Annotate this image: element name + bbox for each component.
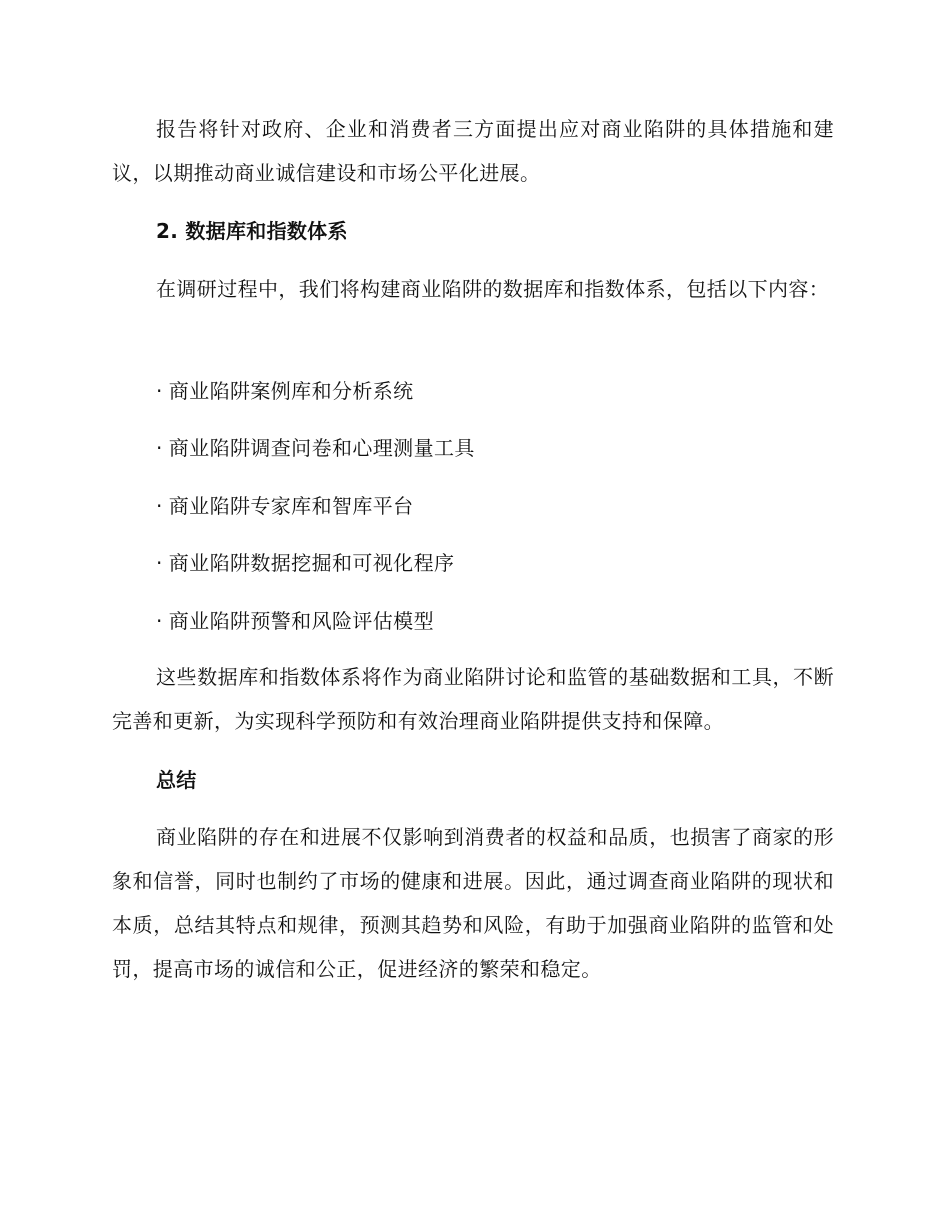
bullet-dot: · <box>156 436 163 460</box>
bullet-dot: · <box>156 494 163 518</box>
bullet-dot: · <box>156 379 163 403</box>
list-item-text: 商业陷阱数据挖掘和可视化程序 <box>168 551 455 575</box>
list-item-text: 商业陷阱预警和风险评估模型 <box>168 609 434 633</box>
bullet-dot: · <box>156 609 163 633</box>
paragraph-database-intro: 在调研过程中，我们将构建商业陷阱的数据库和指数体系，包括以下内容： <box>156 277 830 301</box>
bullet-dot: · <box>156 551 163 575</box>
paragraph-summary: 商业陷阱的存在和进展不仅影响到消费者的权益和品质，也损害了商家的形象和信誉，同时也制约了市场的健康和进展。因此，通过调查商业陷阱的现状和本质，总结其特点和规律，预测其趋势和风险，有助于加强商业陷阱的监管和处罚，提高市场的诚信和公正，促进经济的繁荣和稳定。 <box>112 825 834 981</box>
list-item <box>156 494 414 518</box>
paragraph-database-purpose: 这些数据库和指数体系将作为商业陷阱讨论和监管的基础数据和工具，不断完善和更新，为实现科学预防和有效治理商业陷阱提供支持和保障。 <box>112 665 834 733</box>
list-item <box>156 609 434 633</box>
list-item-text: 商业陷阱调查问卷和心理测量工具 <box>168 436 475 460</box>
list-item-text: 商业陷阱专家库和智库平台 <box>168 494 414 518</box>
list-item <box>156 551 454 575</box>
paragraph-recommendations: 报告将针对政府、企业和消费者三方面提出应对商业陷阱的具体措施和建议，以期推动商业诚信建设和市场公平化进展。 <box>112 117 834 185</box>
section-heading-database: 2. 数据库和指数体系 <box>156 219 348 243</box>
list-item <box>156 379 414 403</box>
list-item-text: 商业陷阱案例库和分析系统 <box>168 379 414 403</box>
section-heading-summary: 总结 <box>156 768 197 792</box>
list-item <box>156 436 475 460</box>
